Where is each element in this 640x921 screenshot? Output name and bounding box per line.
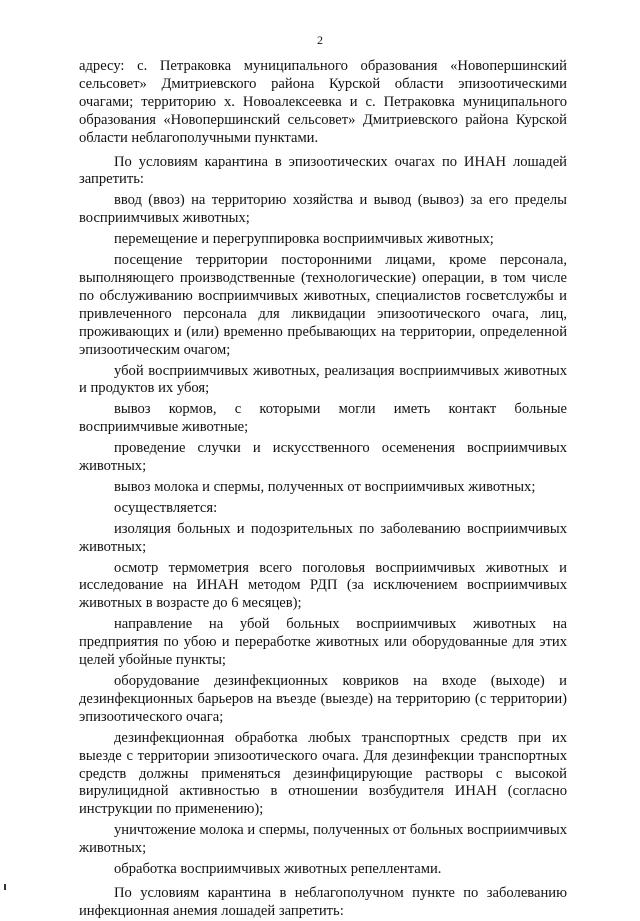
paragraph-ban-feed-export: вывоз кормов, с которыми могли иметь контакт больные восприимчивые животные;	[79, 401, 567, 436]
paragraph-intro-address: адресу: с. Петраковка муниципального образования «Новопершинский сельсовет» Дмитриевского района Курской области эпизоотическими очагами; территорию х. Новоалексеевка и с. Петраковка муниципального образования «Новопершинский сельсовет» Дмитриевского района Курской области неблагополучными пунктами.	[79, 58, 567, 146]
paragraph-ban-entry-exit: ввод (ввоз) на территорию хозяйства и вывод (вывоз) за его пределы восприимчивых животных;	[79, 192, 567, 227]
paragraph-quarantine-focus-heading: По условиям карантина в эпизоотических очагах по ИНАН лошадей запретить:	[79, 153, 567, 188]
paragraph-ban-visits: посещение территории посторонними лицами, кроме персонала, выполняющего производственные (технологические) операции, в том числе по обслуживанию восприимчивых животных, специалистов госветслужбы и привлеченного персонала для ликвидации эпизоотического очага, лиц, проживающих и (или) временно пребывающих на территории, определенной эпизоотическим очагом;	[79, 252, 567, 358]
paragraph-examination: осмотр термометрия всего поголовья восприимчивых животных и исследование на ИНАН методом РДП (за исключением восприимчивых животных в возрасте до 6 месяцев);	[79, 559, 567, 612]
page-number: 2	[317, 33, 323, 47]
scan-artifact	[4, 884, 6, 890]
document-body	[79, 58, 567, 921]
paragraph-ban-mating: проведение случки и искусственного осеменения восприимчивых животных;	[79, 440, 567, 475]
paragraph-slaughter-referral: направление на убой больных восприимчивых животных на предприятия по убою и переработке животных или оборудованные для этих целей убойные пункты;	[79, 616, 567, 669]
paragraph-ban-regrouping: перемещение и перегруппировка восприимчивых животных;	[114, 231, 494, 248]
paragraph-vehicle-disinfection: дезинфекционная обработка любых транспортных средств при их выезде с территории эпизоотического очага. Для дезинфекции транспортных средств должны применяться дезинфицирующие растворы с высокой вирулицидной активностью в отношении возбудителя ИНАН (согласно инструкции по применению);	[79, 729, 567, 818]
paragraph-isolation: изоляция больных и подозрительных по заболеванию восприимчивых животных;	[79, 520, 567, 555]
paragraph-unfavourable-point-heading: По условиям карантина в неблагополучном пункте по заболеванию инфекционная анемия лошадей запретить:	[79, 884, 567, 919]
paragraph-ban-slaughter: убой восприимчивых животных, реализация восприимчивых животных и продуктов их убоя;	[79, 362, 567, 397]
paragraph-disinfection-mats: оборудование дезинфекционных ковриков на входе (выходе) и дезинфекционных барьеров на въезде (выезде) на территорию (с территории) эпизоотического очага;	[79, 673, 567, 725]
paragraph-ban-milk-semen-export: вывоз молока и спермы, полученных от восприимчивых животных;	[114, 478, 536, 495]
paragraph-repellent-treatment: обработка восприимчивых животных репеллентами.	[114, 861, 442, 878]
paragraph-carried-out-heading: осуществляется:	[114, 499, 218, 516]
paragraph-milk-destruction: уничтожение молока и спермы, полученных от больных восприимчивых животных;	[79, 822, 567, 857]
